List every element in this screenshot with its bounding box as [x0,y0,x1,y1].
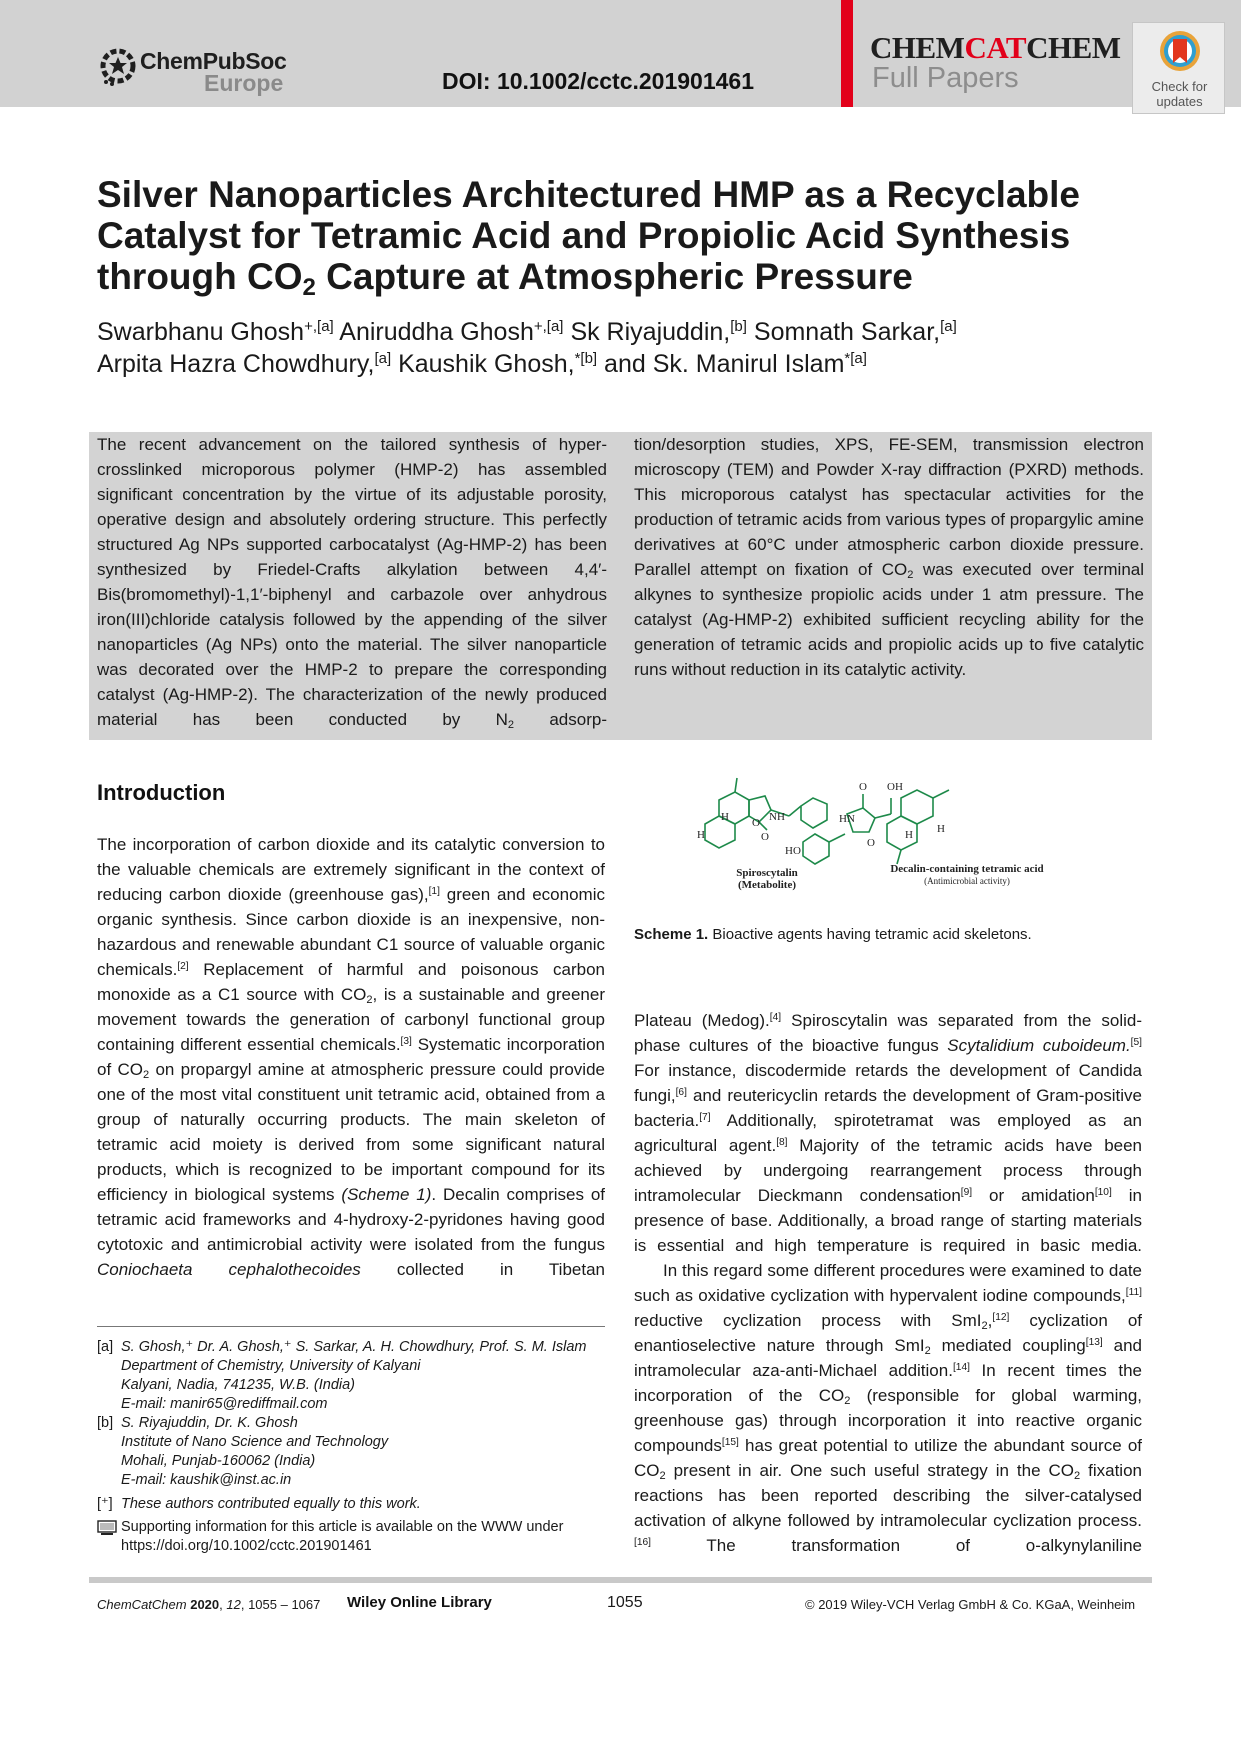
footer-volume: 12 [226,1597,241,1612]
atom-h-label: H [905,829,913,841]
accent-bar [841,0,853,107]
equal-contribution-note: [⁺] These authors contributed equally to this work. [97,1496,421,1512]
author-affiliation: +,[a] [533,318,564,335]
author-name[interactable]: Swarbhanu Ghosh [97,318,305,346]
affiliation-a: [a] S. Ghosh,⁺ Dr. A. Ghosh,⁺ S. Sarkar, A. H. Chowdhury, Prof. S. M. Islam Department of Chemistry, University of Kalyani Kalyani, Nadia, 741235, W.B. (India) E-mail: manir65@rediffmail.com [97,1338,607,1414]
atom-ho-label: HO [785,845,801,857]
atom-o-label: O [867,837,875,849]
title-line-3-pre: through CO [97,256,303,297]
author-name[interactable]: and Sk. Manirul Islam [604,350,845,378]
note-tag: [⁺] [97,1496,113,1512]
title-co2-subscript: 2 [302,274,316,301]
copyright-notice: © 2019 Wiley-VCH Verlag GmbH & Co. KGaA, Weinheim [805,1597,1136,1612]
structure-label-decalin: Decalin-containing tetramic acid [890,863,1044,875]
author-affiliation: [a] [374,350,392,367]
check-for-updates-button[interactable] [1132,22,1225,114]
atom-o-label: O [752,817,760,829]
body-paragraph: In this regard some different procedures were examined to date such as oxidative cyclization with hypervalent iodine compounds,[11] reductive cyclization process with SmI$_2$,[12] cyclization of enantioselective nature through SmI$_2$ mediated coupling[13] and intramolecular aza-anti-Michael addition.[14] In recent times the incorporation of the $CO_2$ (responsible for global warming, greenhouse gas) through incorporation it into reactive organic compounds[15] has great potential to utilize the abundant source of $CO_2$ present in air. One such useful strategy in the $CO_2$ fixation reactions has been reported describing the silver-catalysed activation of alkyne followed by intramolecular cyclization process.[16] The transformation of o-alkynylaniline [634,1261,1143,1555]
decalin-tetramic-acid-structure [803,790,949,864]
footer-divider [89,1577,1152,1583]
author-affiliation: [b] [730,318,747,335]
citation-link[interactable]: [6] [675,1086,687,1098]
citation-link[interactable]: [10] [1094,1186,1112,1198]
citation-link[interactable]: [1] [428,885,440,897]
atom-h-label: H [937,823,945,835]
computer-icon [97,1520,117,1536]
structure-sublabel-antimicrobial: (Antimicrobial activity) [924,876,1010,886]
body-paragraph: Plateau (Medog).[4] Spiroscytalin was separated from the solid-phase cultures of the bioactive fungus Scytalidium cuboideum.[5] For instance, discodermide retards the development of Candida fungi,[6] and reutericyclin retards the development of Gram-positive bacteria.[7] Additionally, spirotetramat was employed as an agricultural agent.[8] Majority of the tetramic acids have been achieved by undergoing rearrangement process through intramolecular Dieckmann condensation[9] or amidation[10] in presence of base. Additionally, a broad range of starting materials is essential and high temperature is required in basic media. [634,1011,1143,1255]
citation-link[interactable]: [11] [1125,1286,1142,1298]
supporting-information-note [97,1518,607,1556]
journal-header [0,0,1241,107]
atom-o-label: O [859,781,867,793]
citation-link[interactable]: [16] [634,1536,651,1548]
title-line-2: Catalyst for Tetramic Acid and Propiolic Acid Synthesis [97,215,1071,256]
affiliations-footnotes [97,1338,607,1556]
citation-link[interactable]: [7] [699,1111,711,1123]
check-updates-line2: updates [1156,94,1203,109]
logo-text-europe: Europe [204,70,284,96]
author-affiliation: +,[a] [304,318,334,335]
citation-info: ChemCatChem 2020, 12, 1055 – 1067 [97,1597,321,1612]
abstract-right-text: tion/desorption studies, XPS, FE-SEM, transmission electron microscopy (TEM) and Powder X-ray diffraction (PXRD) methods. This microporous catalyst has spectacular activities for the production of tetramic acids from various types of propargylic amine derivatives at 60°C under atmospheric carbon dioxide pressure. Parallel attempt on fixation of $CO_2$ was executed over terminal alkynes to synthesize propiolic acids under 1 atm pressure. The catalyst (Ag-HMP-2) exhibited sufficient recycling ability for the generation of tetramic acids and propiolic acids up to five catalytic runs without reduction in its catalytic activity. [634,435,1144,679]
scheme-caption-label: Scheme 1. [634,926,709,943]
chempubsoc-star-icon [98,46,138,86]
title-line-3-post: Capture at Atmospheric Pressure [315,256,913,297]
author-name[interactable]: Arpita Hazra Chowdhury, [97,350,375,378]
logo-text-chempubsoc: ChemPubSoc [140,48,287,74]
check-updates-line1: Check for [1151,79,1208,94]
structure-label-spiroscytalin: Spiroscytalin [736,867,798,879]
right-column-text [634,1008,1142,1558]
scheme-reference-link[interactable]: (Scheme 1) [341,1185,432,1204]
author-affiliation: *[a] [844,350,867,367]
crossmark-icon [1157,29,1203,77]
author-name[interactable]: Sk Riyajuddin, [570,318,731,346]
footer-journal: ChemCatChem [97,1597,187,1612]
abstract-right-column [634,432,1144,682]
title-line-1: Silver Nanoparticles Architectured HMP as a Recyclable [97,174,1080,215]
structure-sublabel-metabolite: (Metabolite) [737,879,797,891]
journal-name-cat: CAT [964,30,1027,65]
footer-year: 2020 [190,1597,220,1612]
affiliation-tag: [a] [97,1339,114,1355]
chempubsoc-logo[interactable] [98,44,298,96]
species-name: Coniochaeta cephalothecoides [97,1260,361,1279]
abstract-left-text: The recent advancement on the tailored synthesis of hyper-crosslinked microporous polymer (HMP-2) has assembled significant concentration by the virtue of its adjustable porosity, operative design and absolutely ordering structure. This perfectly structured Ag NPs supported carbocatalyst (Ag-HMP-2) has been synthesized by Friedel-Crafts alkylation between 4,4′-Bis(bromomethyl)-1,1′-biphenyl and carbazole over anhydrous iron(III)chloride catalysis followed by the appending of the silver nanoparticles (Ag NPs) onto the material. The silver nanoparticle was decorated over the HMP-2 to prepare the corresponding catalyst (Ag-HMP-2). The characterization of the newly produced material has been conducted by N [97,435,607,729]
affiliation-tag: [b] [97,1415,114,1431]
citation-link[interactable]: [3] [400,1035,412,1047]
journal-name-part3: CHEM [1026,30,1121,65]
abstract-box [89,432,1152,740]
email-link[interactable]: E-mail: kaushik@inst.ac.in [121,1472,292,1488]
footnote-divider [97,1326,605,1327]
citation-link[interactable]: [14] [952,1361,970,1373]
check-for-updates-label [1133,79,1226,109]
page-number: 1055 [607,1594,643,1611]
citation-link[interactable]: [4] [769,1011,782,1023]
footer-pages: 1055 – 1067 [248,1597,321,1612]
atom-h-label: H [697,829,705,841]
species-name: Scytalidium cuboideum. [947,1036,1131,1055]
author-affiliation: *[b] [574,350,598,367]
citation-link[interactable]: [8] [776,1136,788,1148]
abstract-left-column: The recent advancement on the tailored synthesis of hyper-crosslinked microporous polymer (HMP-2) has assembled significant concentration by the virtue of its adjustable porosity, operative design and absolutely ordering structure. This perfectly structured Ag NPs supported carbocatalyst (Ag-HMP-2) has been synthesized by Friedel-Crafts alkylation between 4,4′-Bis(bromomethyl)-1,1′-biphenyl and carbazole over anhydrous iron(III)chloride catalysis followed by the appending of the silver nanoparticles (Ag NPs) onto the material. The silver nanoparticle was decorated over the HMP-2 to prepare the corresponding catalyst (Ag-HMP-2). The characterization of the newly produced material has been conducted by $N_2$ adsorp- [97,435,607,731]
journal-name-part1: CHEM [870,30,965,65]
citation-link[interactable]: [15] [721,1436,739,1448]
wiley-online-library-link[interactable]: Wiley Online Library [347,1594,492,1611]
atom-o-label: O [761,831,769,843]
citation-link[interactable]: [12] [992,1311,1010,1323]
email-link[interactable]: E-mail: manir65@rediffmail.com [121,1396,328,1412]
citation-link[interactable]: [5] [1130,1036,1142,1048]
scheme-caption [634,926,1032,943]
introduction-paragraph: The incorporation of carbon dioxide and its catalytic conversion to the valuable chemicals are extremely significant in the context of reducing carbon dioxide (greenhouse gas),[1] green and economic organic synthesis. Since carbon dioxide is an inexpensive, non-hazardous and renewable abundant C1 source of valuable organic chemicals.[2] Replacement of harmful and poisonous carbon monoxide as a C1 source with $CO_2$, is a sustainable and greener movement towards the generation of carbonyl functional group containing different essential chemicals.[3] Systematic incorporation of $CO_2$ on propargyl amine at atmospheric pressure could provide one of the most vital constituent unit tetramic acid, obtained from a group of naturally occurring products. The main skeleton of tetramic acid moiety is derived from some significant natural products, which is recognized to be important compound for its efficiency in biological systems (Scheme 1). Decalin comprises of tetramic acid frameworks and 4-hydroxy-2-pyridones having good cytotoxic and antimicrobial activity were isolated from the fungus Coniochaeta cephalothecoides collected in Tibetan [97,835,606,1279]
journal-name [870,30,1121,66]
citation-link[interactable]: [2] [177,960,189,972]
supporting-information-link[interactable]: Supporting information for this article is available on the WWW under https://doi.org/10.1002/cctc.201901461 [121,1519,564,1554]
doi-label[interactable]: DOI: 10.1002/cctc.201901461 [442,68,755,94]
atom-hn-label: HN [839,813,855,825]
scheme-caption-text: Bioactive agents having tetramic acid skeletons. [708,926,1032,943]
title-line-3 [97,256,1097,301]
atom-h-label: H [721,811,729,823]
article-title [97,174,1097,301]
section-label: Full Papers [872,62,1019,94]
atom-nh-label: NH [769,811,785,823]
author-name[interactable]: Kaushik Ghosh, [398,350,575,378]
affiliation-b: [b] S. Riyajuddin, Dr. K. Ghosh Institute of Nano Science and Technology Mohali, Punjab-160062 (India) E-mail: kaushik@inst.ac.in [97,1414,607,1490]
scheme-1-structures [697,770,1117,898]
citation-link[interactable]: [9] [960,1186,973,1198]
citation-link[interactable]: [13] [1085,1336,1103,1348]
author-name[interactable]: Somnath Sarkar, [753,318,941,346]
author-name[interactable]: Aniruddha Ghosh [339,318,534,346]
author-list [97,316,1117,380]
atom-oh-label: OH [887,781,903,793]
section-heading-introduction: Introduction [97,780,226,805]
author-affiliation: [a] [940,318,957,335]
